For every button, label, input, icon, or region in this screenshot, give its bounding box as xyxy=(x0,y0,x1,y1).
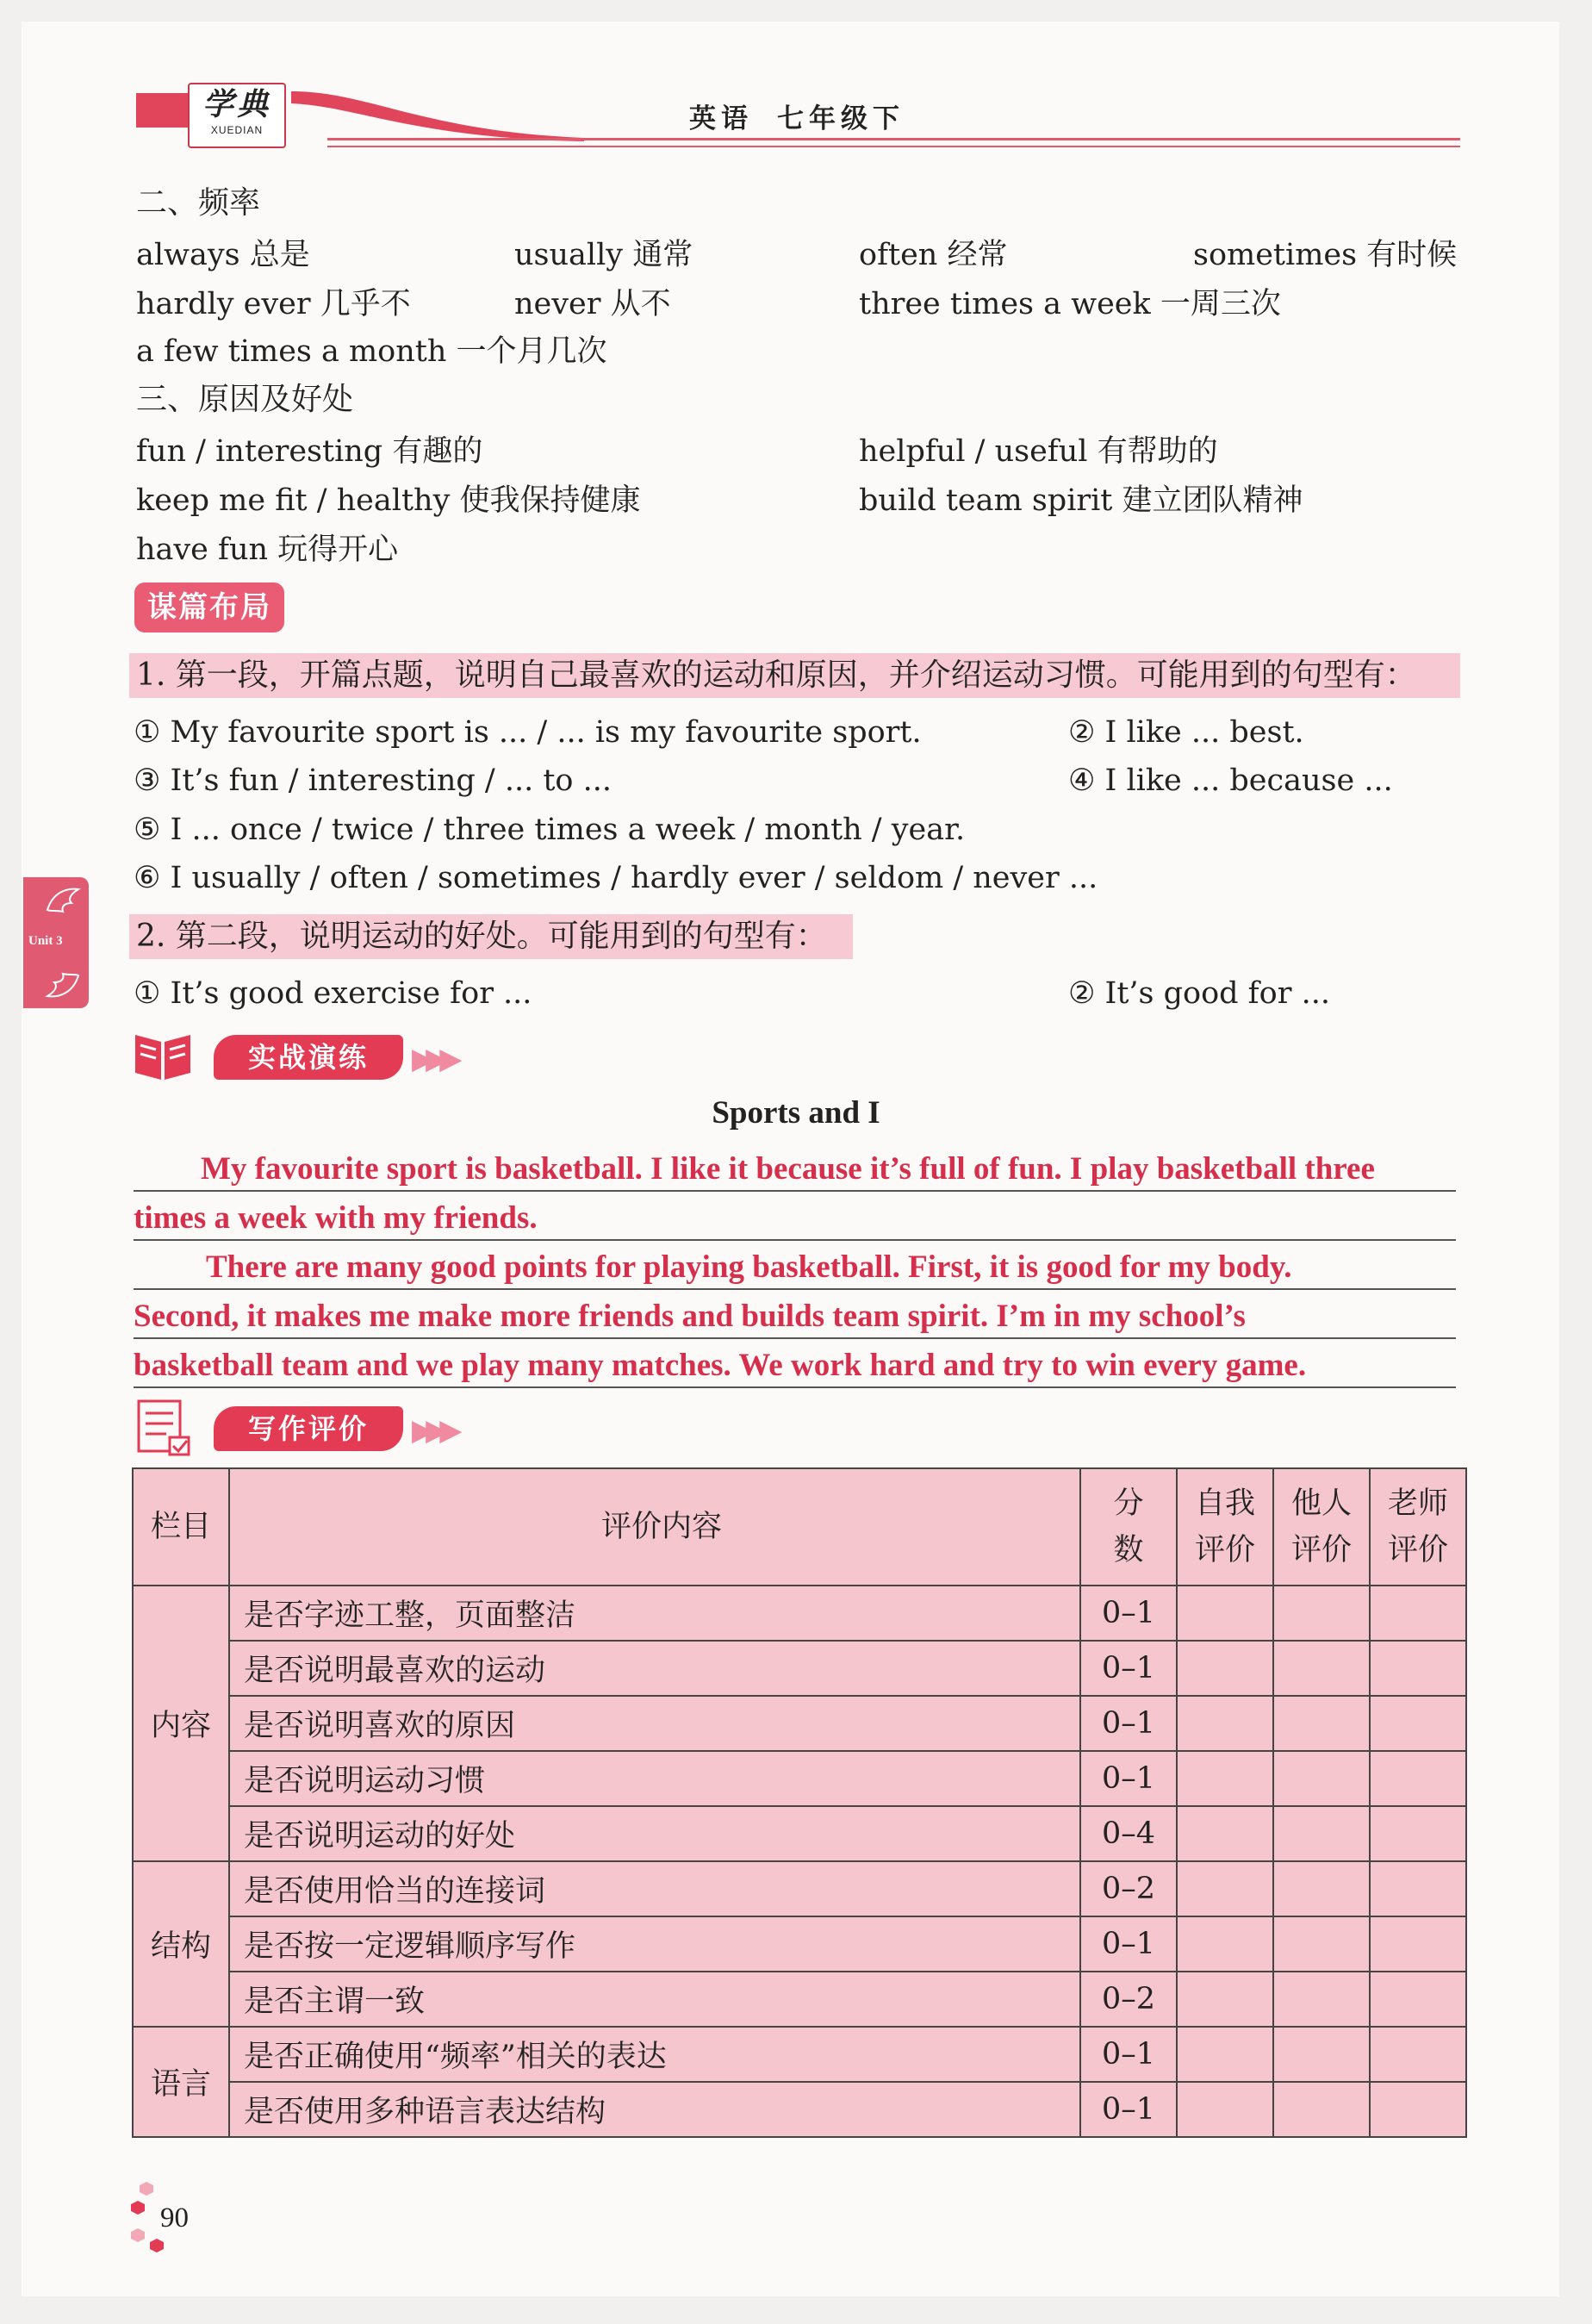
frequency-item: often 经常 xyxy=(859,238,1008,272)
practice-label: 实战演练 xyxy=(214,1035,403,1080)
self-eval-cell[interactable] xyxy=(1177,2082,1273,2137)
score-range: 0–1 xyxy=(1080,1586,1177,1641)
peer-eval-cell[interactable] xyxy=(1273,1641,1370,1696)
frequency-item: never 从不 xyxy=(514,287,671,321)
group-language: 语言 xyxy=(133,2027,229,2137)
teacher-eval-cell[interactable] xyxy=(1370,1972,1466,2027)
score-range: 0–1 xyxy=(1080,2082,1177,2137)
essay-line: basketball team and we play many matches. We work hard and try to win every game. xyxy=(134,1348,1307,1383)
criterion: 是否使用恰当的连接词 xyxy=(229,1861,1080,1916)
group-content: 内容 xyxy=(133,1586,229,1861)
writing-rule xyxy=(134,1386,1456,1388)
unit-label: Unit 3 xyxy=(28,934,63,948)
sentence-pattern: ② I like ... best. xyxy=(1068,715,1304,750)
score-range: 0–1 xyxy=(1080,1641,1177,1696)
reason-item: keep me fit / healthy 使我保持健康 xyxy=(136,483,641,518)
table-row xyxy=(133,1586,1466,1641)
essay-line: times a week with my friends. xyxy=(134,1200,538,1236)
brand-logo: 学典 XUEDIAN xyxy=(188,83,286,148)
sentence-pattern: ③ It’s fun / interesting / ... to ... xyxy=(134,763,612,798)
teacher-eval-cell[interactable] xyxy=(1370,1861,1466,1916)
self-eval-cell[interactable] xyxy=(1177,1751,1273,1806)
writing-rule xyxy=(134,1190,1456,1192)
teacher-eval-cell[interactable] xyxy=(1370,1751,1466,1806)
peer-eval-cell[interactable] xyxy=(1273,1916,1370,1972)
criterion: 是否主谓一致 xyxy=(229,1972,1080,2027)
para2-heading: 2. 第二段，说明运动的好处。可能用到的句型有： xyxy=(136,919,827,954)
frequency-item: usually 通常 xyxy=(514,238,693,272)
teacher-eval-cell[interactable] xyxy=(1370,2027,1466,2082)
header-rule xyxy=(327,138,1460,140)
criterion: 是否说明最喜欢的运动 xyxy=(229,1641,1080,1696)
self-eval-cell[interactable] xyxy=(1177,1586,1273,1641)
frequency-item: hardly ever 几乎不 xyxy=(136,287,411,321)
header-peer: 他人 评价 xyxy=(1273,1468,1370,1586)
teacher-eval-cell[interactable] xyxy=(1370,1696,1466,1751)
criterion: 是否字迹工整，页面整洁 xyxy=(229,1586,1080,1641)
header-self: 自我 评价 xyxy=(1177,1468,1273,1586)
essay-line: My favourite sport is basketball. I like it because it’s full of fun. I play basketball three xyxy=(201,1151,1375,1187)
peer-eval-cell[interactable] xyxy=(1273,1972,1370,2027)
evaluation-label: 写作评价 xyxy=(214,1406,403,1451)
frequency-item: always 总是 xyxy=(136,238,310,272)
header-column: 栏目 xyxy=(133,1468,229,1586)
criterion: 是否使用多种语言表达结构 xyxy=(229,2082,1080,2137)
sentence-pattern: ④ I like ... because ... xyxy=(1068,763,1393,798)
reason-item: fun / interesting 有趣的 xyxy=(136,434,483,469)
frequency-item: sometimes 有时候 xyxy=(1193,238,1458,272)
self-eval-cell[interactable] xyxy=(1177,1696,1273,1751)
score-range: 0–1 xyxy=(1080,1751,1177,1806)
checklist-icon xyxy=(135,1398,197,1460)
score-range: 0–2 xyxy=(1080,1972,1177,2027)
self-eval-cell[interactable] xyxy=(1177,2027,1273,2082)
frequency-heading: 二、频率 xyxy=(136,185,261,221)
table-row xyxy=(133,1806,1466,1861)
peer-eval-cell[interactable] xyxy=(1273,2082,1370,2137)
unit-side-tab[interactable] xyxy=(23,877,89,1008)
score-range: 0–1 xyxy=(1080,1916,1177,1972)
teacher-eval-cell[interactable] xyxy=(1370,1806,1466,1861)
grade: 七年级下 xyxy=(777,103,905,134)
self-eval-cell[interactable] xyxy=(1177,1916,1273,1972)
score-range: 0–1 xyxy=(1080,1696,1177,1751)
para1-heading: 1. 第一段，开篇点题，说明自己最喜欢的运动和原因，并介绍运动习惯。可能用到的句型有： xyxy=(136,657,1416,693)
teacher-eval-cell[interactable] xyxy=(1370,1916,1466,1972)
reason-item: build team spirit 建立团队精神 xyxy=(859,483,1303,518)
sentence-pattern: ⑥ I usually / often / sometimes / hardly ever / seldom / never ... xyxy=(134,861,1098,895)
writing-rule xyxy=(134,1239,1456,1241)
peer-eval-cell[interactable] xyxy=(1273,1586,1370,1641)
header-teacher: 老师 评价 xyxy=(1370,1468,1466,1586)
criterion: 是否按一定逻辑顺序写作 xyxy=(229,1916,1080,1972)
writing-rule xyxy=(134,1288,1456,1290)
header-content: 评价内容 xyxy=(229,1468,1080,1586)
score-range: 0–1 xyxy=(1080,2027,1177,2082)
sentence-pattern: ⑤ I ... once / twice / three times a week / month / year. xyxy=(134,813,966,847)
header-score: 分 数 xyxy=(1080,1468,1177,1586)
peer-eval-cell[interactable] xyxy=(1273,2027,1370,2082)
criterion: 是否说明运动的好处 xyxy=(229,1806,1080,1861)
sentence-pattern: ① It’s good exercise for ... xyxy=(134,976,532,1011)
teacher-eval-cell[interactable] xyxy=(1370,2082,1466,2137)
subject: 英语 xyxy=(689,103,753,134)
teacher-eval-cell[interactable] xyxy=(1370,1641,1466,1696)
score-range: 0–4 xyxy=(1080,1806,1177,1861)
writing-rule xyxy=(134,1337,1456,1339)
self-eval-cell[interactable] xyxy=(1177,1806,1273,1861)
arrows-icon: ▶▶▶ xyxy=(412,1042,454,1076)
self-eval-cell[interactable] xyxy=(1177,1972,1273,2027)
table-row xyxy=(133,1916,1466,1972)
self-eval-cell[interactable] xyxy=(1177,1861,1273,1916)
header-title xyxy=(689,97,905,135)
essay-title: Sports and I xyxy=(712,1095,880,1131)
table-row xyxy=(133,2082,1466,2137)
book-icon xyxy=(132,1026,194,1081)
wing-icon xyxy=(44,884,82,919)
criterion: 是否正确使用“频率”相关的表达 xyxy=(229,2027,1080,2082)
group-structure: 结构 xyxy=(133,1861,229,2027)
table-row xyxy=(133,1751,1466,1806)
self-eval-cell[interactable] xyxy=(1177,1641,1273,1696)
table-row xyxy=(133,1696,1466,1751)
sentence-pattern: ① My favourite sport is ... / ... is my favourite sport. xyxy=(134,715,922,750)
essay-line: There are many good points for playing basketball. First, it is good for my body. xyxy=(206,1249,1292,1285)
essay-line: Second, it makes me make more friends and builds team spirit. I’m in my school’s xyxy=(134,1299,1246,1334)
evaluation-banner xyxy=(132,1406,494,1451)
practice-banner xyxy=(132,1035,494,1080)
criterion: 是否说明运动习惯 xyxy=(229,1751,1080,1806)
evaluation-table xyxy=(132,1467,1467,2138)
header-rule-thin xyxy=(327,146,1460,147)
table-row xyxy=(133,1641,1466,1696)
sentence-pattern: ② It’s good for ... xyxy=(1068,976,1330,1011)
table-header-row xyxy=(133,1468,1466,1586)
wing-icon xyxy=(44,967,82,1001)
reason-item: helpful / useful 有帮助的 xyxy=(859,434,1218,469)
frequency-item: a few times a month 一个月几次 xyxy=(136,334,607,369)
peer-eval-cell[interactable] xyxy=(1273,1806,1370,1861)
arrows-icon: ▶▶▶ xyxy=(412,1413,454,1448)
peer-eval-cell[interactable] xyxy=(1273,1696,1370,1751)
frequency-item: three times a week 一周三次 xyxy=(859,287,1281,321)
table-row xyxy=(133,1861,1466,1916)
page-number: 90 xyxy=(160,2203,189,2234)
table-row xyxy=(133,2027,1466,2082)
reason-item: have fun 玩得开心 xyxy=(136,533,399,567)
teacher-eval-cell[interactable] xyxy=(1370,1586,1466,1641)
score-range: 0–2 xyxy=(1080,1861,1177,1916)
peer-eval-cell[interactable] xyxy=(1273,1861,1370,1916)
layout-tag: 谋篇布局 xyxy=(134,583,284,632)
peer-eval-cell[interactable] xyxy=(1273,1751,1370,1806)
table-row xyxy=(133,1972,1466,2027)
criterion: 是否说明喜欢的原因 xyxy=(229,1696,1080,1751)
reasons-heading: 三、原因及好处 xyxy=(136,382,354,417)
